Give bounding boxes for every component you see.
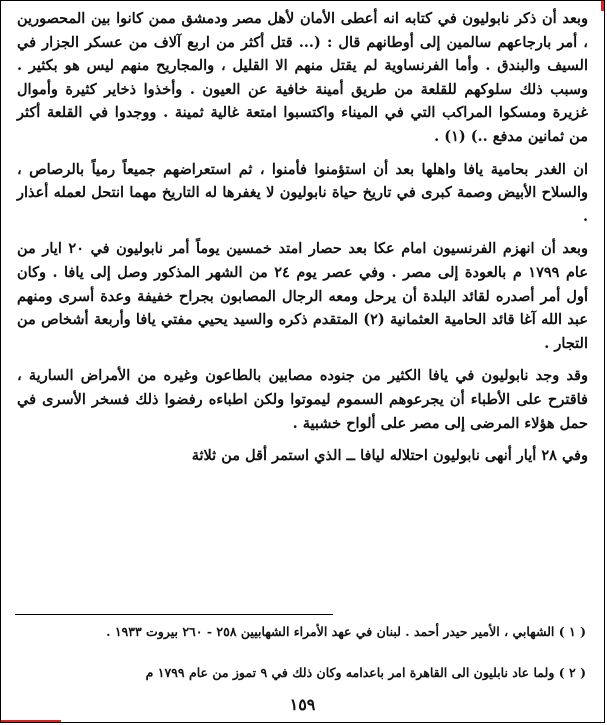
paragraph-3: وبعد أن انهزم الفرنسيون امام عكا بعد حصار امتد خمسين يوماً أمر نابوليون في ٢٠ ايار من عام ١٧٩٩ م بالعودة إلى مصر . وفي عصر يوم ٢٤ من الشهر المذكور وصل إلى يافا . وكان أول أمر أصدره لقائد البلدة أن يرحل ومعه الرجال المصابون بجراح خفيفة وعدة أسرى ومنهم عبد الله آغا قائد الحامية العثمانية (٢) المتقدم ذكره والسيد يحيي مفتي يافا وأربعة أشخاص من التجار . <box>17 240 588 352</box>
paragraph-4: وقد وجد نابوليون في يافا الكثير من جنوده مصابين بالطاعون وغيره من الأمراض السارية ، فاقترح على الأطباء أن يجرعوهم السموم ليموتوا ولكن اطباءه رفضوا ذلك فسخر الأسرى في حمل هؤلاء المرضى إلى مصر على ألواح خشبية . <box>17 367 588 432</box>
paragraph-2: ان الغدر بحامية يافا واهلها بعد أن استؤمنوا فأمنوا ، ثم استعراضهم جميعاً رمياً بالرصاص ، والسلاح الأبيض وصمة كبرى في تاريخ حياة نابوليون لا يغفرها له التاريخ مهما انتحل لعمله أعذار . <box>17 160 588 225</box>
footnote-divider <box>15 614 333 615</box>
paragraph-1: وبعد أن ذكر نابوليون في كتابه انه أعطى الأمان لأهل مصر ودمشق ممن كانوا بين المحصورين ، أمر بارجاعهم سالمين إلى أوطانهم قال : (... قتل أكثر من اربع آلاف من عسكر الجزار في السيف والبندق . وأما الفرنساوية لم يقتل منهم الا القليل ، والمجاريح منهم ليس هو بكثير . وسبب ذلك سلوكهم للقلعة من طريق أمينة خافية عن العيون . وأخذوا ذخاير كثيرة وأموال غزيرة ومسكوا المراكب التي في الميناء واكتسبوا امتعة غالية ثمينة . ووجدوا في القلعة أكثر من ثمانين مدفع ..) (١) . <box>17 10 588 145</box>
paragraph-5: وفي ٢٨ أيار أنهى نابوليون احتلاله ليافا ــ الذي استمر أقل من ثلاثة <box>191 447 588 465</box>
scan-mark-bottom <box>1 720 61 722</box>
body-text <box>17 7 588 468</box>
page-number: ١٥٩ <box>289 695 316 714</box>
footnote-2: ( ٢ ) ولما عاد نابليون الى القاهرة امر باعدامه وكان ذلك في ٩ تموز من عام ١٧٩٩ م <box>145 665 586 680</box>
scan-mark-top <box>601 1 604 11</box>
footnote-1: ( ١ ) الشهابي ، الأمير حيدر أحمد . لبنان في عهد الأمراء الشهابيين ٢٥٨ - ٢٦٠ بيروت ١٩٣٣ . <box>106 624 586 639</box>
